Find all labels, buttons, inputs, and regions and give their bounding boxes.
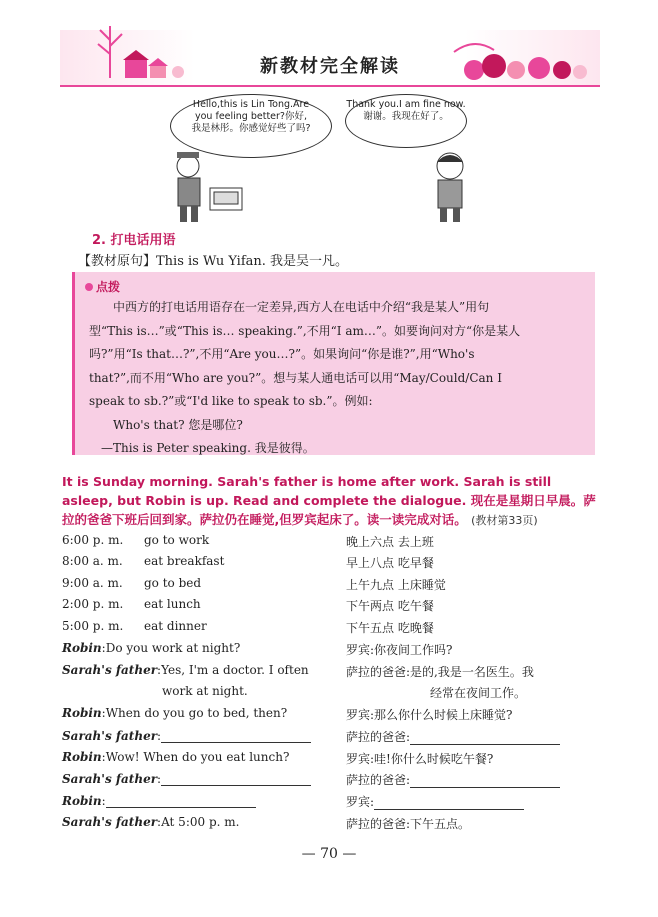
schedule-activity: go to bed [144,576,202,590]
speech-bubble-right [345,94,467,148]
dialogue-english: : [157,729,162,743]
answer-blank[interactable] [374,795,524,810]
schedule-time: 2:00 p. m. [62,597,124,611]
answer-blank[interactable] [161,728,311,743]
schedule-row [62,597,602,618]
schedule-row [62,554,602,575]
schedule-row [62,576,602,597]
dialogue-english: :Yes, I'm a doctor. I often [157,663,309,677]
tip-heading [85,278,120,295]
phone-call-illustration [160,88,500,228]
answer-blank[interactable] [410,730,560,745]
tip-body [89,296,579,461]
dialogue-chinese: 罗宾:哇!你什么时候吃午餐? [346,752,494,766]
dialogue-line [62,728,602,749]
dialogue-chinese: 萨拉的爸爸: [346,773,411,787]
tip-line: 型“This is…”或“This is… speaking.”,不用“I am…”。如要询问对方“你是某人 [89,323,521,338]
tip-dot-icon [85,283,93,291]
page-header [60,22,600,90]
tip-example-answer: —This is Peter speaking. 我是彼得。 [101,441,315,455]
dialogue-line [62,793,602,814]
dialogue-english: : [101,794,106,808]
tip-example-question: Who's that? 您是哪位? [113,417,243,432]
section-title: 2. 打电话用语 [92,233,176,248]
dialogue-chinese: 罗宾: [346,795,375,809]
tip-line: speak to sb.?”或“I'd like to speak to sb.”。例如: [89,394,373,408]
speaker-name: Sarah's father [62,729,158,743]
schedule-translation: 下午两点 吃午餐 [346,599,434,613]
dialogue-english-continued: work at night. [162,684,248,698]
schedule-time: 6:00 p. m. [62,533,124,547]
bubble-left-line-1: Hello,this is Lin Tong.Are [192,99,310,110]
textbook-sentence-text: This is Wu Yifan. 我是吴一凡。 [156,254,349,269]
tip-line: 吗?”用“Is that…?”,不用“Are you…?”。如果询问“你是谁?”,用“Who's [89,347,475,361]
speaker-name: Robin [62,794,102,808]
dialogue-chinese-continued: 经常在夜间工作。 [430,686,527,700]
schedule-translation: 下午五点 吃晚餐 [346,621,434,635]
dialogue-line [62,706,602,727]
dialogue-english: :Wow! When do you eat lunch? [101,750,290,764]
schedule-time: 9:00 a. m. [62,576,123,590]
children-on-phone-drawing [160,148,500,228]
speaker-name: Sarah's father [62,815,158,829]
bubble-right-line-2: 谢谢。我现在好了。 [363,111,449,122]
speaker-name: Robin [62,706,102,720]
speaker-name: Robin [62,750,102,764]
dialogue-line [62,750,602,771]
schedule-row [62,533,602,554]
dialogue-chinese: 萨拉的爸爸:下午五点。 [346,817,471,831]
schedule-activity: eat dinner [144,619,207,633]
page-number: — 70 — [301,846,357,862]
dialogue-english: :Do you work at night? [101,641,241,655]
dialogue-chinese: 罗宾:你夜间工作吗? [346,643,453,657]
answer-blank[interactable] [410,773,560,788]
dialogue-chinese: 萨拉的爸爸:是的,我是一名医生。我 [346,665,534,679]
answer-blank[interactable] [161,771,311,786]
schedule-activity: eat breakfast [144,554,225,568]
task-instruction [62,472,598,530]
schedule-time: 8:00 a. m. [62,554,123,568]
bubble-left-line-3: 我是林彤。你感觉好些了吗? [191,123,311,134]
schedule-translation: 晚上六点 去上班 [346,535,434,549]
textbook-sentence [78,250,348,269]
speaker-name: Robin [62,641,102,655]
dialogue-line [62,771,602,792]
speaker-name: Sarah's father [62,663,158,677]
schedule-row [62,619,602,640]
header-divider [60,85,600,87]
dialogue-english: :At 5:00 p. m. [157,815,240,829]
schedule-translation: 早上八点 吃早餐 [346,556,434,570]
dialogue-english: :When do you go to bed, then? [101,706,288,720]
page-title: 新教材完全解读 [260,56,400,77]
schedule-activity: eat lunch [144,597,201,611]
answer-blank[interactable] [106,793,256,808]
dialogue-chinese: 萨拉的爸爸: [346,730,411,744]
textbook-page-ref: (教材第33页) [471,514,538,527]
schedule-activity: go to work [144,533,210,547]
task-text: It is Sunday morning. Sarah's father is home after work. Sarah is still asleep, but Robin is up. Read and complete the dialogue. 现在是星期日早晨。萨拉的爸爸下班后回到家。萨拉仍在睡觉,但罗宾起床了。读一读完成对话。 [62,474,596,527]
tip-heading-label: 点拨 [96,280,121,294]
dialogue-line [62,815,602,836]
tip-line: that?”,而不用“Who are you?”。想与某人通电话可以用“May/Could/Can I [89,370,502,385]
schedule-time: 5:00 p. m. [62,619,124,633]
dialogue-line [62,641,602,662]
schedule-translation: 上午九点 上床睡觉 [346,578,446,592]
textbook-sentence-tag: 【教材原句】 [78,254,157,269]
dialogue-english: : [157,772,162,786]
dialogue-chinese: 罗宾:那么你什么时候上床睡觉? [346,708,513,722]
bubble-left-line-2: you feeling better?你好, [195,111,307,122]
bubble-right-line-1: Thank you.I am fine now. [346,99,466,110]
tip-box [72,272,595,455]
speaker-name: Sarah's father [62,772,158,786]
dialogue-line-continued [62,684,602,705]
dialogue-line [62,663,602,684]
tip-line: 中西方的打电话用语存在一定差异,西方人在电话中介绍“我是某人”用句 [113,300,490,314]
